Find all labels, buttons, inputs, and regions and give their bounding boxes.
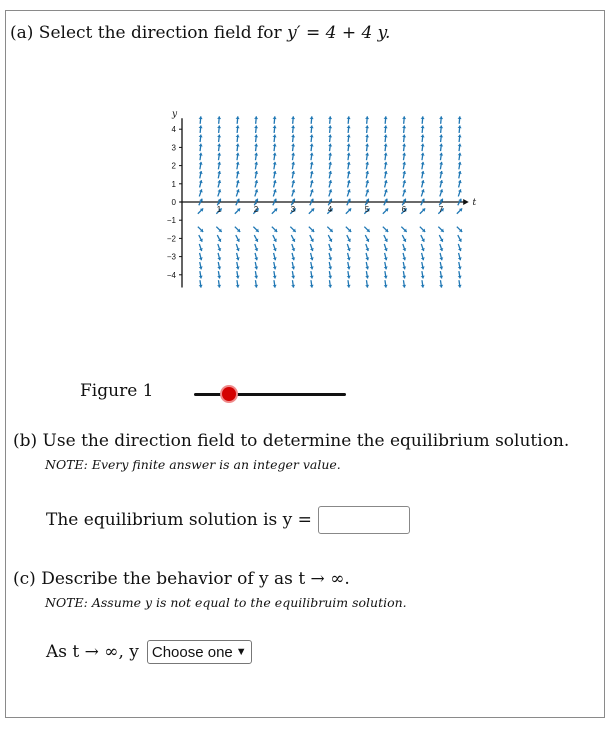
field-arrowhead: [273, 285, 277, 288]
field-arrowhead: [273, 116, 277, 119]
field-arrowhead: [328, 285, 332, 288]
field-arrowhead: [199, 153, 203, 156]
field-arrowhead: [365, 285, 369, 288]
field-arrowhead: [217, 276, 221, 279]
field-arrowhead: [347, 116, 351, 119]
field-arrowhead: [236, 153, 240, 156]
field-arrowhead: [217, 144, 221, 147]
figure-label: Figure 1: [80, 381, 154, 401]
field-arrowhead: [236, 125, 240, 128]
field-arrowhead: [310, 162, 314, 165]
field-arrowhead: [236, 285, 240, 288]
field-arrowhead: [384, 116, 388, 119]
question-a-equation: y′ = 4 + 4 y.: [287, 23, 391, 43]
field-arrowhead: [402, 116, 406, 119]
field-arrowhead: [199, 135, 203, 138]
field-arrowhead: [273, 125, 277, 128]
field-arrowhead: [384, 285, 388, 288]
field-arrowhead: [236, 144, 240, 147]
field-arrowhead: [199, 144, 203, 147]
field-arrowhead: [328, 276, 332, 279]
field-arrowhead: [421, 276, 425, 279]
t-tick-label: 5: [364, 205, 370, 214]
field-arrowhead: [421, 125, 425, 128]
field-arrowhead: [310, 153, 314, 156]
question-b: [13, 431, 569, 472]
y-tick-label: −3: [166, 252, 176, 262]
y-tick-label: −1: [166, 216, 176, 226]
equilibrium-label: The equilibrium solution is y =: [46, 510, 312, 530]
field-arrowhead: [310, 116, 314, 119]
question-a: [10, 23, 390, 43]
field-arrowhead: [254, 135, 258, 138]
field-arrowhead: [365, 125, 369, 128]
field-arrowhead: [365, 153, 369, 156]
field-arrowhead: [421, 285, 425, 288]
field-arrowhead: [217, 285, 221, 288]
field-arrowhead: [365, 276, 369, 279]
field-arrowhead: [291, 135, 295, 138]
question-c-text: (c) Describe the behavior of y as t → ∞.: [13, 569, 350, 589]
field-arrowhead: [439, 285, 443, 288]
question-b-note: NOTE: Every finite answer is an integer value.: [45, 457, 341, 472]
behavior-select[interactable]: [147, 640, 252, 664]
field-arrowhead: [328, 144, 332, 147]
equilibrium-answer-row: [46, 506, 410, 534]
field-arrowhead: [439, 144, 443, 147]
field-arrowhead: [291, 285, 295, 288]
field-arrowhead: [217, 125, 221, 128]
t-tick-label: 1: [216, 205, 222, 214]
field-arrowhead: [254, 153, 258, 156]
field-arrowhead: [402, 162, 406, 165]
y-tick-label: 1: [171, 179, 176, 189]
field-arrowhead: [347, 125, 351, 128]
field-arrowhead: [254, 162, 258, 165]
field-arrowhead: [254, 144, 258, 147]
field-arrowhead: [310, 276, 314, 279]
field-arrowhead: [273, 276, 277, 279]
y-tick-label: −2: [166, 234, 176, 244]
t-tick-label: 6: [401, 205, 407, 214]
field-arrowhead: [273, 162, 277, 165]
field-arrowhead: [365, 162, 369, 165]
field-arrowhead: [384, 153, 388, 156]
equilibrium-input[interactable]: [318, 506, 410, 534]
field-arrowhead: [421, 116, 425, 119]
field-arrowhead: [236, 276, 240, 279]
field-arrowhead: [402, 125, 406, 128]
y-tick-label: −4: [166, 270, 176, 280]
field-arrowhead: [347, 285, 351, 288]
field-arrowhead: [421, 135, 425, 138]
t-tick-label: 2: [253, 205, 259, 214]
field-arrowhead: [402, 144, 406, 147]
field-arrowhead: [273, 144, 277, 147]
field-arrowhead: [291, 144, 295, 147]
field-arrowhead: [217, 116, 221, 119]
field-arrowhead: [291, 153, 295, 156]
field-arrowhead: [402, 285, 406, 288]
question-c: [13, 569, 407, 610]
field-arrowhead: [291, 116, 295, 119]
field-arrowhead: [328, 162, 332, 165]
field-arrowhead: [328, 125, 332, 128]
field-arrowhead: [421, 144, 425, 147]
field-arrowhead: [310, 135, 314, 138]
behavior-select-value: Choose one: [151, 643, 233, 661]
field-arrowhead: [236, 162, 240, 165]
field-arrowhead: [439, 162, 443, 165]
field-arrowhead: [199, 285, 203, 288]
question-b-text: (b) Use the direction field to determine the equilibrium solution.: [13, 431, 570, 451]
field-arrowhead: [254, 276, 258, 279]
field-arrowhead: [384, 125, 388, 128]
field-arrowhead: [291, 276, 295, 279]
chevron-down-icon: ▼: [235, 646, 247, 658]
y-tick-label: 4: [171, 125, 176, 135]
field-arrowhead: [217, 153, 221, 156]
slider-track: [194, 393, 346, 396]
field-arrowhead: [439, 153, 443, 156]
field-arrowhead: [291, 162, 295, 165]
field-arrowhead: [254, 116, 258, 119]
y-axis-label: y: [172, 109, 178, 120]
field-arrowhead: [199, 125, 203, 128]
field-arrowhead: [402, 135, 406, 138]
field-arrowhead: [328, 135, 332, 138]
field-arrowhead: [384, 135, 388, 138]
field-arrowhead: [310, 125, 314, 128]
field-arrowhead: [421, 153, 425, 156]
field-arrowhead: [347, 162, 351, 165]
field-arrowhead: [384, 144, 388, 147]
field-arrowhead: [439, 135, 443, 138]
field-arrowhead: [347, 135, 351, 138]
field-arrowhead: [310, 144, 314, 147]
t-axis-label: t: [472, 198, 477, 208]
field-arrowhead: [347, 153, 351, 156]
field-arrowhead: [347, 276, 351, 279]
field-arrowhead: [310, 285, 314, 288]
field-arrowhead: [439, 125, 443, 128]
field-arrowhead: [347, 144, 351, 147]
behavior-answer-row: [46, 640, 252, 664]
field-arrowhead: [328, 116, 332, 119]
field-arrowhead: [439, 116, 443, 119]
question-a-text: (a) Select the direction field for: [10, 23, 288, 43]
t-tick-label: 3: [290, 205, 296, 214]
y-tick-label: 2: [171, 161, 176, 171]
field-arrowhead: [365, 135, 369, 138]
field-arrowhead: [402, 153, 406, 156]
field-arrowhead: [291, 125, 295, 128]
field-arrowhead: [217, 162, 221, 165]
field-arrowhead: [421, 162, 425, 165]
field-arrowhead: [365, 116, 369, 119]
slider-handle[interactable]: [222, 387, 236, 401]
field-arrowhead: [236, 116, 240, 119]
field-arrowhead: [236, 135, 240, 138]
y-tick-label: 3: [171, 143, 176, 153]
field-arrowhead: [328, 153, 332, 156]
field-arrowhead: [217, 135, 221, 138]
field-arrowhead: [199, 116, 203, 119]
field-arrowhead: [439, 276, 443, 279]
y-tick-label: 0: [171, 198, 176, 207]
direction-field-plot: [140, 68, 477, 328]
behavior-label: As t → ∞, y: [46, 642, 139, 662]
question-c-note: NOTE: Assume y is not equal to the equilibruim solution.: [45, 595, 407, 610]
field-arrowhead: [273, 153, 277, 156]
t-tick-label: 7: [438, 205, 444, 214]
field-arrowhead: [254, 285, 258, 288]
field-arrowhead: [254, 125, 258, 128]
field-arrowhead: [384, 162, 388, 165]
t-tick-label: 4: [327, 205, 333, 214]
field-arrowhead: [199, 276, 203, 279]
field-arrowhead: [199, 162, 203, 165]
field-arrowhead: [273, 135, 277, 138]
field-arrowhead: [365, 144, 369, 147]
field-arrowhead: [384, 276, 388, 279]
field-arrowhead: [402, 276, 406, 279]
figure-slider[interactable]: [190, 382, 350, 406]
